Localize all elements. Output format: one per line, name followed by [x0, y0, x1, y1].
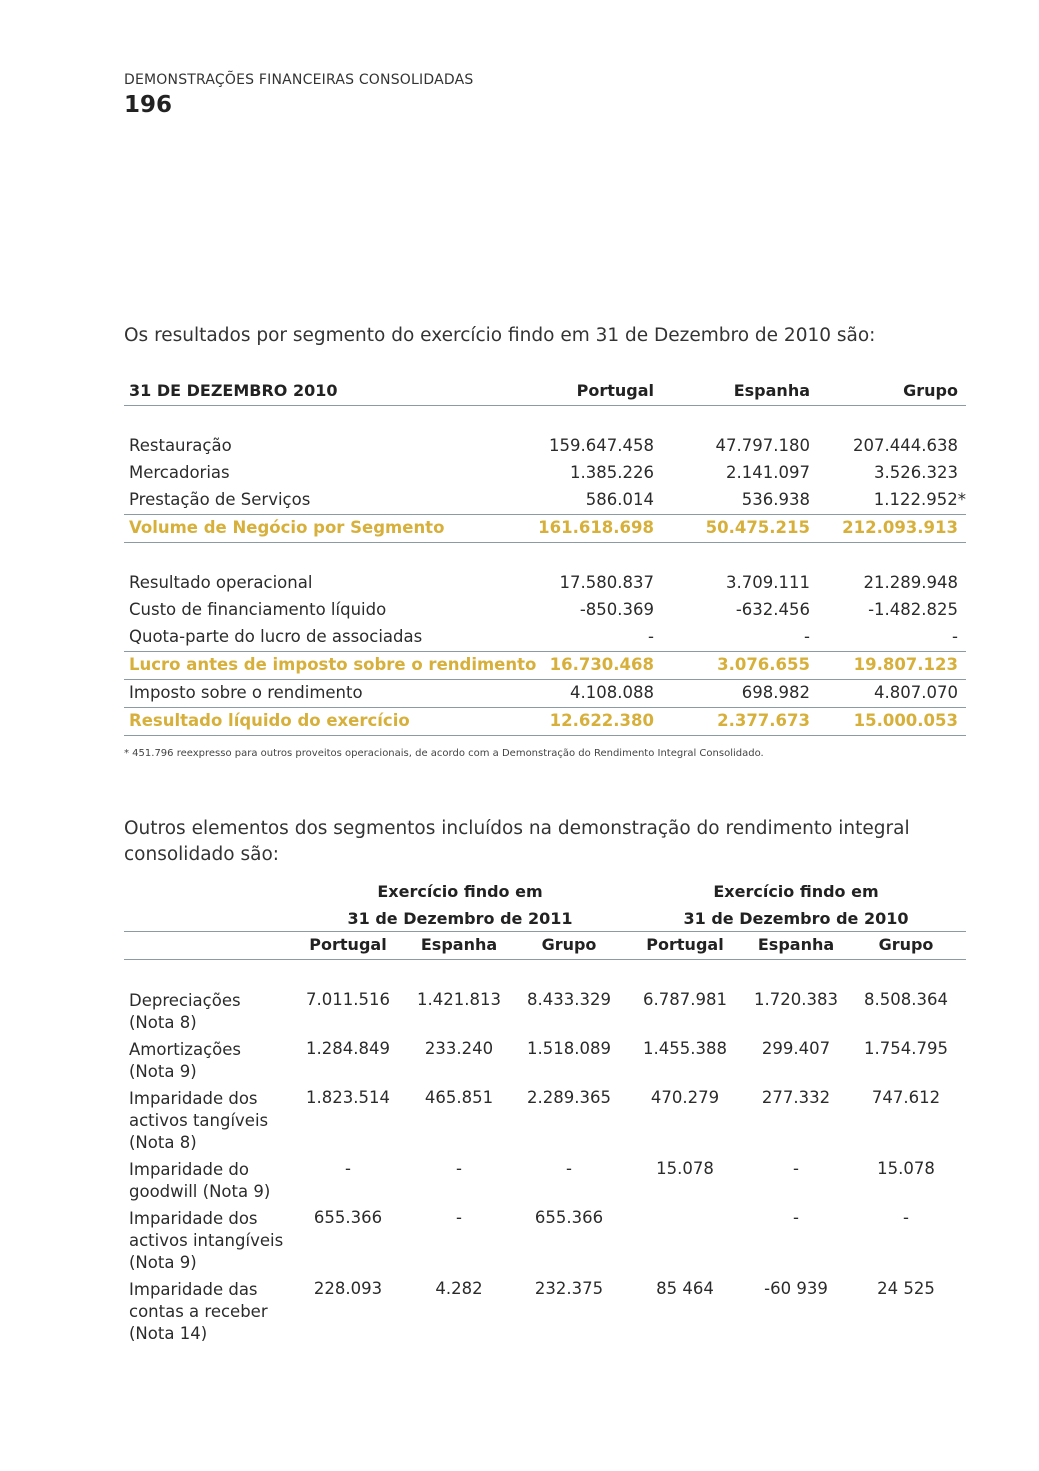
cell-grupo: 207.444.638: [853, 436, 958, 455]
cell-portugal: 161.618.698: [538, 518, 654, 537]
row-label-line: (Nota 9): [129, 1062, 197, 1081]
row-label: Mercadorias: [129, 463, 230, 482]
cell-grupo: 19.807.123: [853, 655, 958, 674]
row-label-line: (Nota 8): [129, 1013, 197, 1032]
cell-portugal: 1.385.226: [570, 463, 654, 482]
cell: 1.455.388: [643, 1039, 727, 1058]
group-header-line: 31 de Dezembro de 2010: [683, 909, 909, 928]
cell-portugal: 12.622.380: [549, 711, 654, 730]
total-row: [124, 515, 966, 542]
cell-espanha: -: [804, 627, 810, 646]
row-label-line: activos tangíveis: [129, 1111, 269, 1130]
row-label-line: (Nota 9): [129, 1253, 197, 1272]
cell-portugal: 586.014: [585, 490, 654, 509]
group-header-line: Exercício findo em: [713, 882, 879, 901]
row-label: Restauração: [129, 436, 232, 455]
cell-portugal: 17.580.837: [559, 573, 654, 592]
row-label: [129, 990, 294, 1034]
cell-grupo: 1.122.952*: [873, 490, 966, 509]
cell: 4.282: [435, 1279, 483, 1298]
section-title: DEMONSTRAÇÕES FINANCEIRAS CONSOLIDADAS: [124, 72, 474, 88]
cell-grupo: 15.000.053: [853, 711, 958, 730]
col-header-grupo-2010: Grupo: [878, 935, 934, 954]
cell: 7.011.516: [306, 990, 390, 1009]
cell: 24 525: [877, 1279, 935, 1298]
cell: 655.366: [534, 1208, 604, 1227]
cell-portugal: -850.369: [579, 600, 654, 619]
cell-portugal: 159.647.458: [549, 436, 654, 455]
table-row: [124, 1036, 966, 1085]
table-header-row: [124, 378, 966, 405]
row-label: Prestação de Serviços: [129, 490, 311, 509]
segment-results-table: [124, 378, 966, 736]
cell-grupo: 21.289.948: [863, 573, 958, 592]
cell: -: [456, 1208, 462, 1227]
table-row: [124, 624, 966, 651]
row-label-line: Imparidade das: [129, 1280, 258, 1299]
cell: -: [793, 1208, 799, 1227]
cell-espanha: 698.982: [741, 683, 810, 702]
cell: 232.375: [534, 1279, 604, 1298]
cell-espanha: 50.475.215: [705, 518, 810, 537]
row-label: [129, 1208, 294, 1274]
cell-grupo: 4.807.070: [874, 683, 958, 702]
cell: 1.518.089: [527, 1039, 611, 1058]
cell: 299.407: [761, 1039, 831, 1058]
row-label: [129, 1039, 294, 1083]
cell: 470.279: [650, 1088, 720, 1107]
row-label-line: contas a receber: [129, 1302, 268, 1321]
cell-grupo: 3.526.323: [874, 463, 958, 482]
row-label-line: activos intangíveis: [129, 1231, 284, 1250]
cell: -: [903, 1208, 909, 1227]
row-label-line: Imparidade dos: [129, 1209, 258, 1228]
cell: 2.289.365: [527, 1088, 611, 1107]
row-label-line: Imparidade do: [129, 1160, 249, 1179]
cell-espanha: -632.456: [735, 600, 810, 619]
col-header-portugal-2011: Portugal: [309, 935, 387, 954]
table-row: [124, 460, 966, 487]
cell: 1.284.849: [306, 1039, 390, 1058]
table-row: [124, 597, 966, 624]
row-label-line: Imparidade dos: [129, 1089, 258, 1108]
group-header-2010: [664, 878, 928, 932]
cell-espanha: 3.076.655: [717, 655, 810, 674]
intro-other-elements-paragraph: Outros elementos dos segmentos incluídos na demonstração do rendimento integral consolidado são:: [124, 818, 910, 865]
cell: 1.421.813: [417, 990, 501, 1009]
cell-portugal: 16.730.468: [549, 655, 654, 674]
cell: 15.078: [877, 1159, 935, 1178]
row-label: [129, 1159, 294, 1203]
subheader-row: [124, 932, 966, 959]
row-label: Imposto sobre o rendimento: [129, 683, 363, 702]
table-row: [124, 1085, 966, 1156]
group-header-2011: [328, 878, 592, 932]
col-header-grupo-2011: Grupo: [541, 935, 597, 954]
subtotal-row: [124, 652, 966, 679]
table-heading: 31 DE DEZEMBRO 2010: [129, 381, 338, 400]
cell-portugal: -: [648, 627, 654, 646]
col-header-portugal-2010: Portugal: [646, 935, 724, 954]
cell: 1.720.383: [754, 990, 838, 1009]
divider: [124, 735, 966, 736]
cell-espanha: 536.938: [741, 490, 810, 509]
cell: 1.823.514: [306, 1088, 390, 1107]
other-segment-elements-table: [124, 877, 966, 1347]
table-row: [124, 570, 966, 597]
cell: 233.240: [424, 1039, 494, 1058]
cell: 465.851: [424, 1088, 494, 1107]
group-header-row: [124, 877, 966, 931]
table-row: [124, 680, 966, 707]
cell: -: [345, 1159, 351, 1178]
cell-espanha: 2.141.097: [726, 463, 810, 482]
cell: -: [793, 1159, 799, 1178]
intro-results-paragraph: Os resultados por segmento do exercício findo em 31 de Dezembro de 2010 são:: [124, 325, 876, 346]
cell-grupo: -1.482.825: [868, 600, 958, 619]
row-label: Quota-parte do lucro de associadas: [129, 627, 423, 646]
cell: -: [566, 1159, 572, 1178]
cell: 277.332: [761, 1088, 831, 1107]
row-label: Volume de Negócio por Segmento: [129, 518, 445, 537]
col-header-espanha-2011: Espanha: [420, 935, 498, 954]
table-row: [124, 487, 966, 514]
footnote: * 451.796 reexpresso para outros proveitos operacionais, de acordo com a Demonstração do Rendimento Integral Consolidado.: [124, 748, 764, 759]
net-result-row: [124, 708, 966, 735]
table-row: [124, 1276, 966, 1347]
cell-grupo: 212.093.913: [842, 518, 958, 537]
row-label-line: Amortizações: [129, 1040, 241, 1059]
cell: 85 464: [656, 1279, 714, 1298]
cell-grupo: -: [952, 627, 958, 646]
cell-espanha: 3.709.111: [726, 573, 810, 592]
cell: -: [456, 1159, 462, 1178]
cell: 1.754.795: [864, 1039, 948, 1058]
table-row: [124, 987, 966, 1036]
cell-portugal: 4.108.088: [570, 683, 654, 702]
cell: 747.612: [871, 1088, 941, 1107]
cell: 8.433.329: [527, 990, 611, 1009]
col-header-espanha-2010: Espanha: [757, 935, 835, 954]
cell: 655.366: [313, 1208, 383, 1227]
cell: -60 939: [764, 1279, 828, 1298]
col-header-portugal: Portugal: [576, 381, 654, 400]
row-label: [129, 1279, 294, 1345]
table-row: [124, 1205, 966, 1276]
row-label-line: Depreciações: [129, 991, 241, 1010]
row-label-line: (Nota 14): [129, 1324, 208, 1343]
table-row: [124, 433, 966, 460]
group-header-line: 31 de Dezembro de 2011: [347, 909, 573, 928]
table-row: [124, 1156, 966, 1205]
row-label: Custo de financiamento líquido: [129, 600, 387, 619]
row-label: Resultado operacional: [129, 573, 313, 592]
col-header-grupo: Grupo: [903, 381, 958, 400]
page-number: 196: [124, 92, 173, 118]
cell: 228.093: [313, 1279, 383, 1298]
cell: 15.078: [656, 1159, 714, 1178]
group-header-line: Exercício findo em: [377, 882, 543, 901]
cell-espanha: 47.797.180: [715, 436, 810, 455]
row-label: Resultado líquido do exercício: [129, 711, 410, 730]
cell: 6.787.981: [643, 990, 727, 1009]
row-label-line: (Nota 8): [129, 1133, 197, 1152]
col-header-espanha: Espanha: [733, 381, 810, 400]
row-label: Lucro antes de imposto sobre o rendimento: [129, 655, 537, 674]
cell-espanha: 2.377.673: [717, 711, 810, 730]
row-label-line: goodwill (Nota 9): [129, 1182, 271, 1201]
row-label: [129, 1088, 294, 1154]
cell: 8.508.364: [864, 990, 948, 1009]
